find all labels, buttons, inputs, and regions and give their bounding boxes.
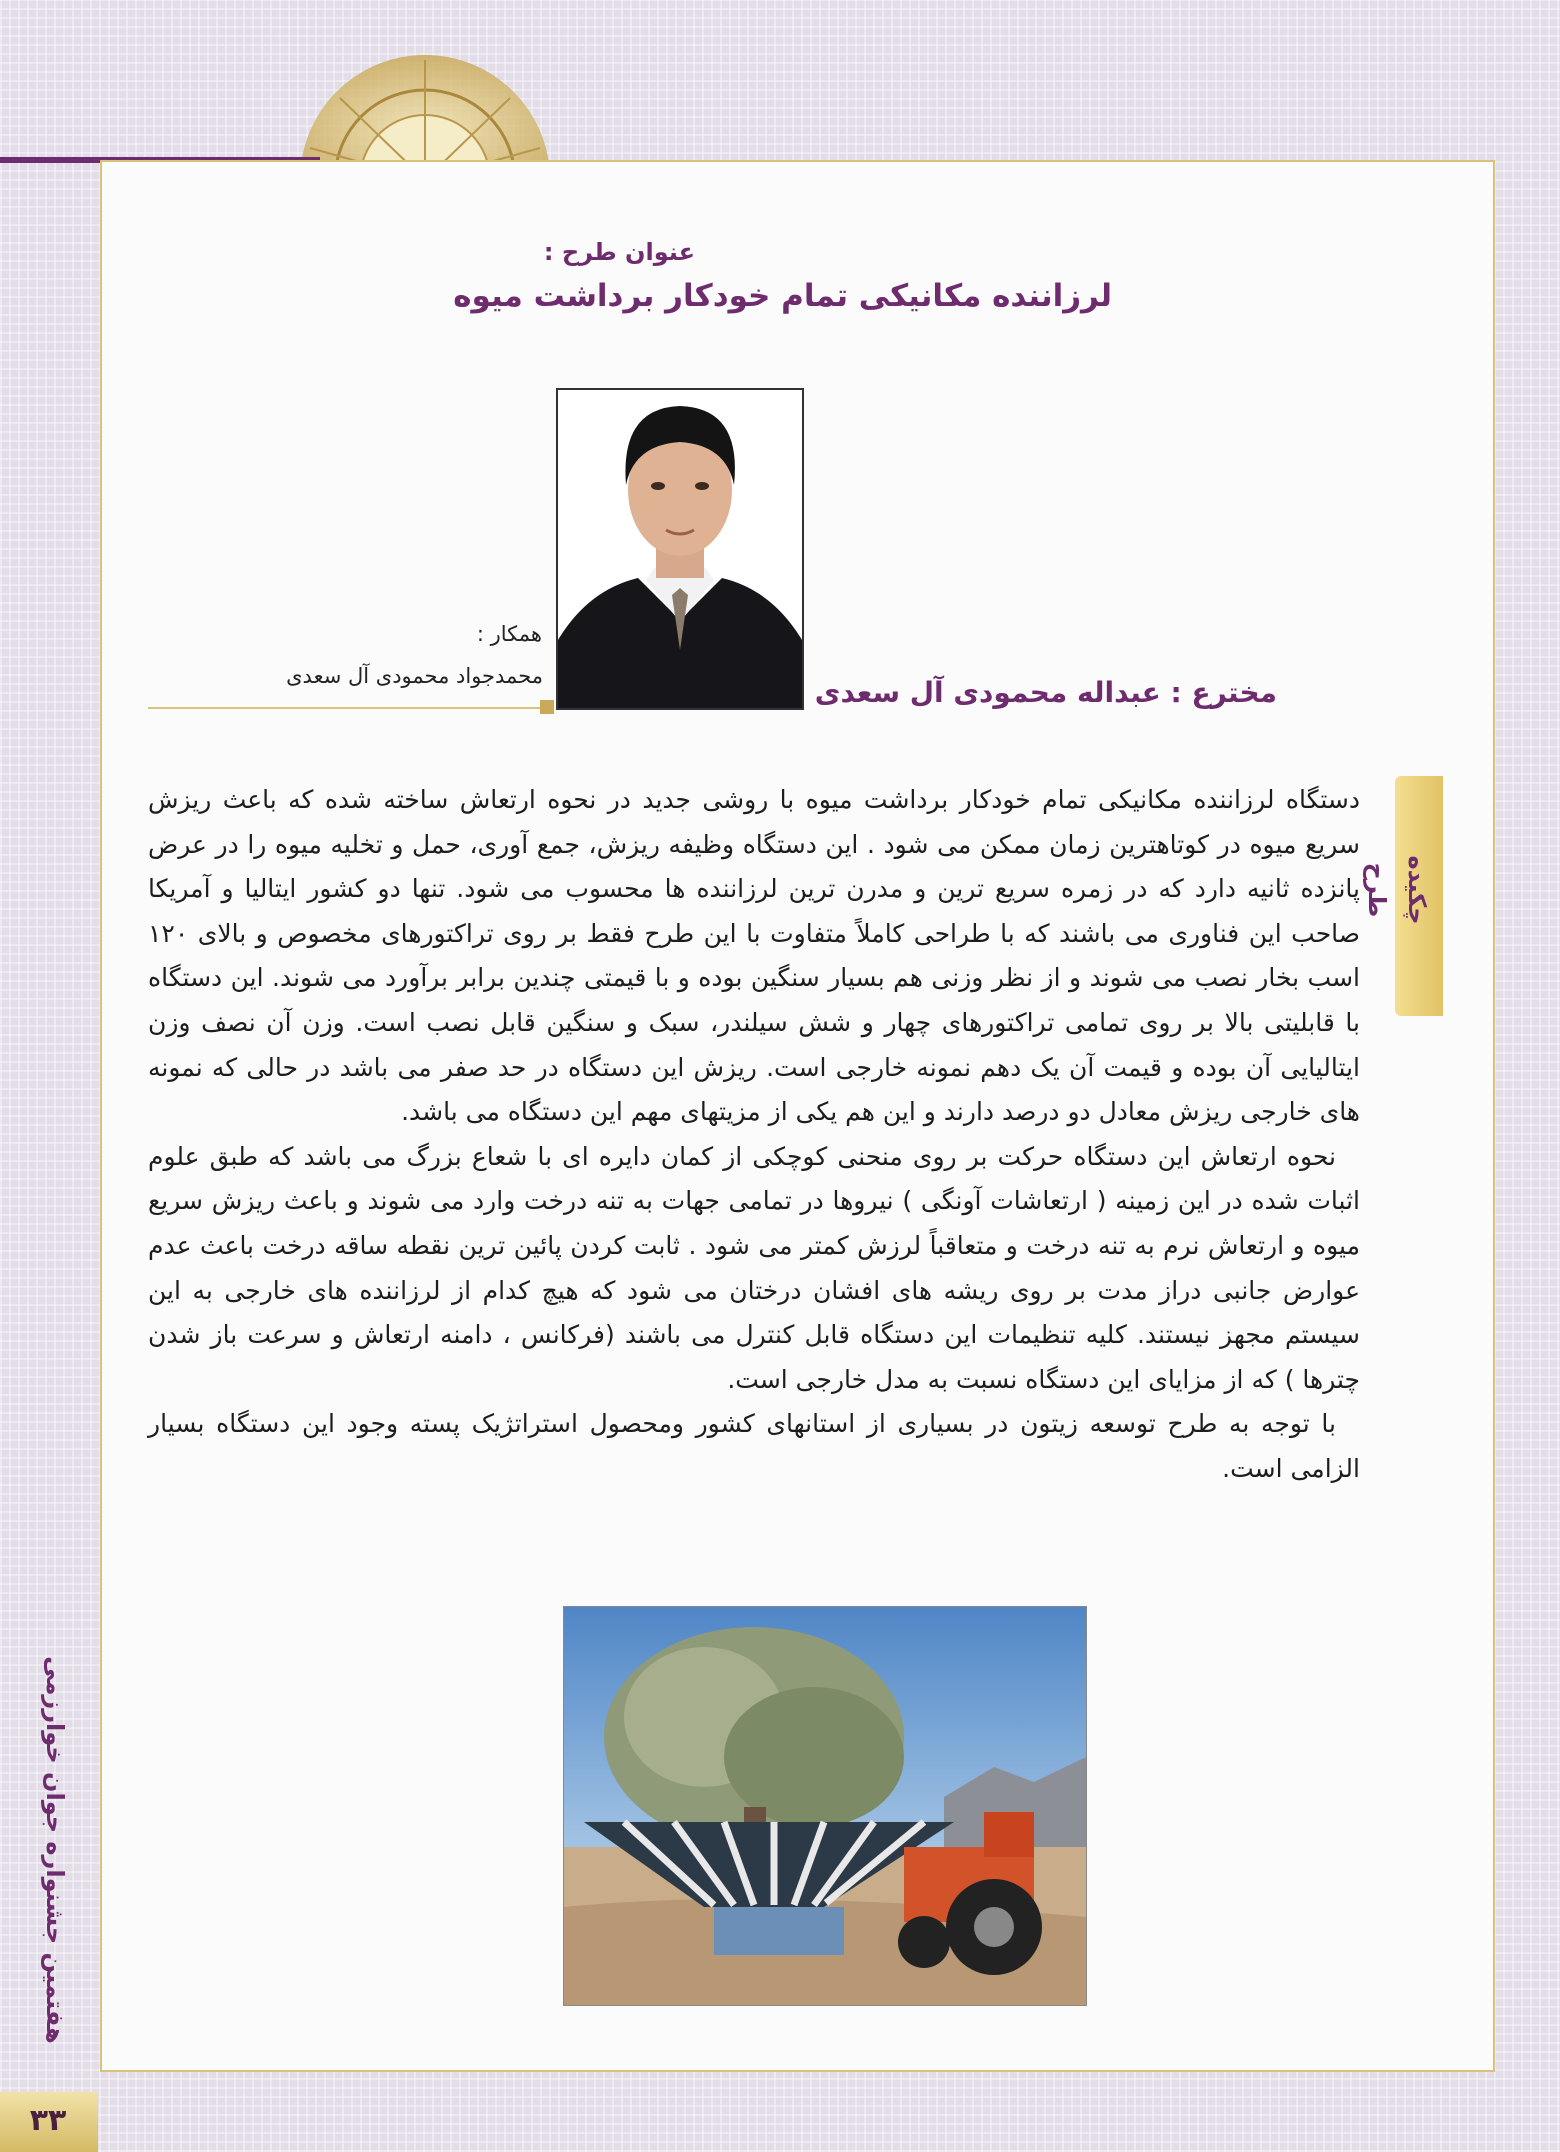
inventor-portrait — [556, 388, 804, 710]
abstract-label: چکیده طرح — [1363, 855, 1431, 925]
project-title: لرزاننده مکانیکی تمام خودکار برداشت میوه — [453, 278, 1112, 314]
ornament-medallion — [290, 30, 560, 180]
paragraph-1: دستگاه لرزاننده مکانیکی تمام خودکار برداشت میوه با روشی جدید در نحوه ارتعاش ساخته شده که باعث ریزش سریع میوه در کوتاهترین زمان ممکن می شود . این دستگاه وظیفه ریزش، جمع آوری، حمل و تخلیه میوه را در عرض پانزده ثانیه دارد که در زمره سریع ترین و مدرن ترین لرزاننده ها محسوب می شود. تنها دو کشور ایتالیا و آمریکا صاحب این فناوری می باشند که با طراحی کاملاً متفاوت با این طرح فقط بر روی تراکتورهای مخصوص و بالای ۱۲۰ اسب بخار نصب می شوند و از نظر وزنی هم بسیار سنگین بوده و با قیمتی چندین برابر برآورد می شوند. این دستگاه با قابلیتی بالا بر روی تمامی تراکتورهای چهار و شش سیلندر، سبک و سنگین قابل نصب است. وزن آن نصف وزن ایتالیایی آن بوده و قیمت آن یک دهم نمونه خارجی است. ریزش این دستگاه در حد صفر می باشد در حالی که نمونه های خارجی ریزش معادل دو درصد دارند و این هم یکی از مزیتهای مهم این دستگاه می باشد. — [148, 785, 1360, 1127]
collaborator-bullet — [540, 700, 554, 714]
side-caption: هفتمین جشنواره جوان خوارزمی — [41, 1656, 69, 2044]
paragraph-2: نحوه ارتعاش این دستگاه حرکت بر روی منحنی کوچکی از کمان دایره ای با شعاع بزرگ می باشد که طبق علوم اثبات شده در این زمینه ( ارتعاشات آونگی ) نیروها در تمامی جهات به تنه درخت وارد می شوند و باعث ریزش سریع میوه و ارتعاش نرم به تنه درخت و متعاقباً لرزش کمتر می شود . ثابت کردن پائین ترین نقطه ساقه درخت باعث عدم عوارض جانبی دراز مدت بر روی ریشه های افشان درختان می شود که هیچ کدام از لرزاننده های خارجی به این سیستم مجهز نیستند. کلیه تنظیمات این دستگاه قابل کنترل می باشند (فرکانس ، دامنه ارتعاش و سرعت باز شدن چترها ) که از مزایای این دستگاه نسبت به مدل خارجی است. — [148, 1141, 1360, 1394]
collaborator-label: همکار : — [476, 622, 542, 646]
abstract-body — [148, 778, 1360, 1492]
collaborator-rule — [148, 707, 545, 709]
paragraph-3: با توجه به طرح توسعه زیتون در بسیاری از استانهای کشور ومحصول استراتژیک پسته وجود این دستگاه بسیار الزامی است. — [148, 1409, 1360, 1483]
page-number: ۳۳ — [29, 2103, 67, 2138]
machine-photo — [563, 1606, 1087, 2006]
inventor-name: مخترع : عبداله محمودی آل سعدی — [814, 676, 1277, 709]
project-title-label: عنوان طرح : — [543, 238, 695, 266]
collaborator-name: محمدجواد محمودی آل سعدی — [286, 664, 543, 688]
